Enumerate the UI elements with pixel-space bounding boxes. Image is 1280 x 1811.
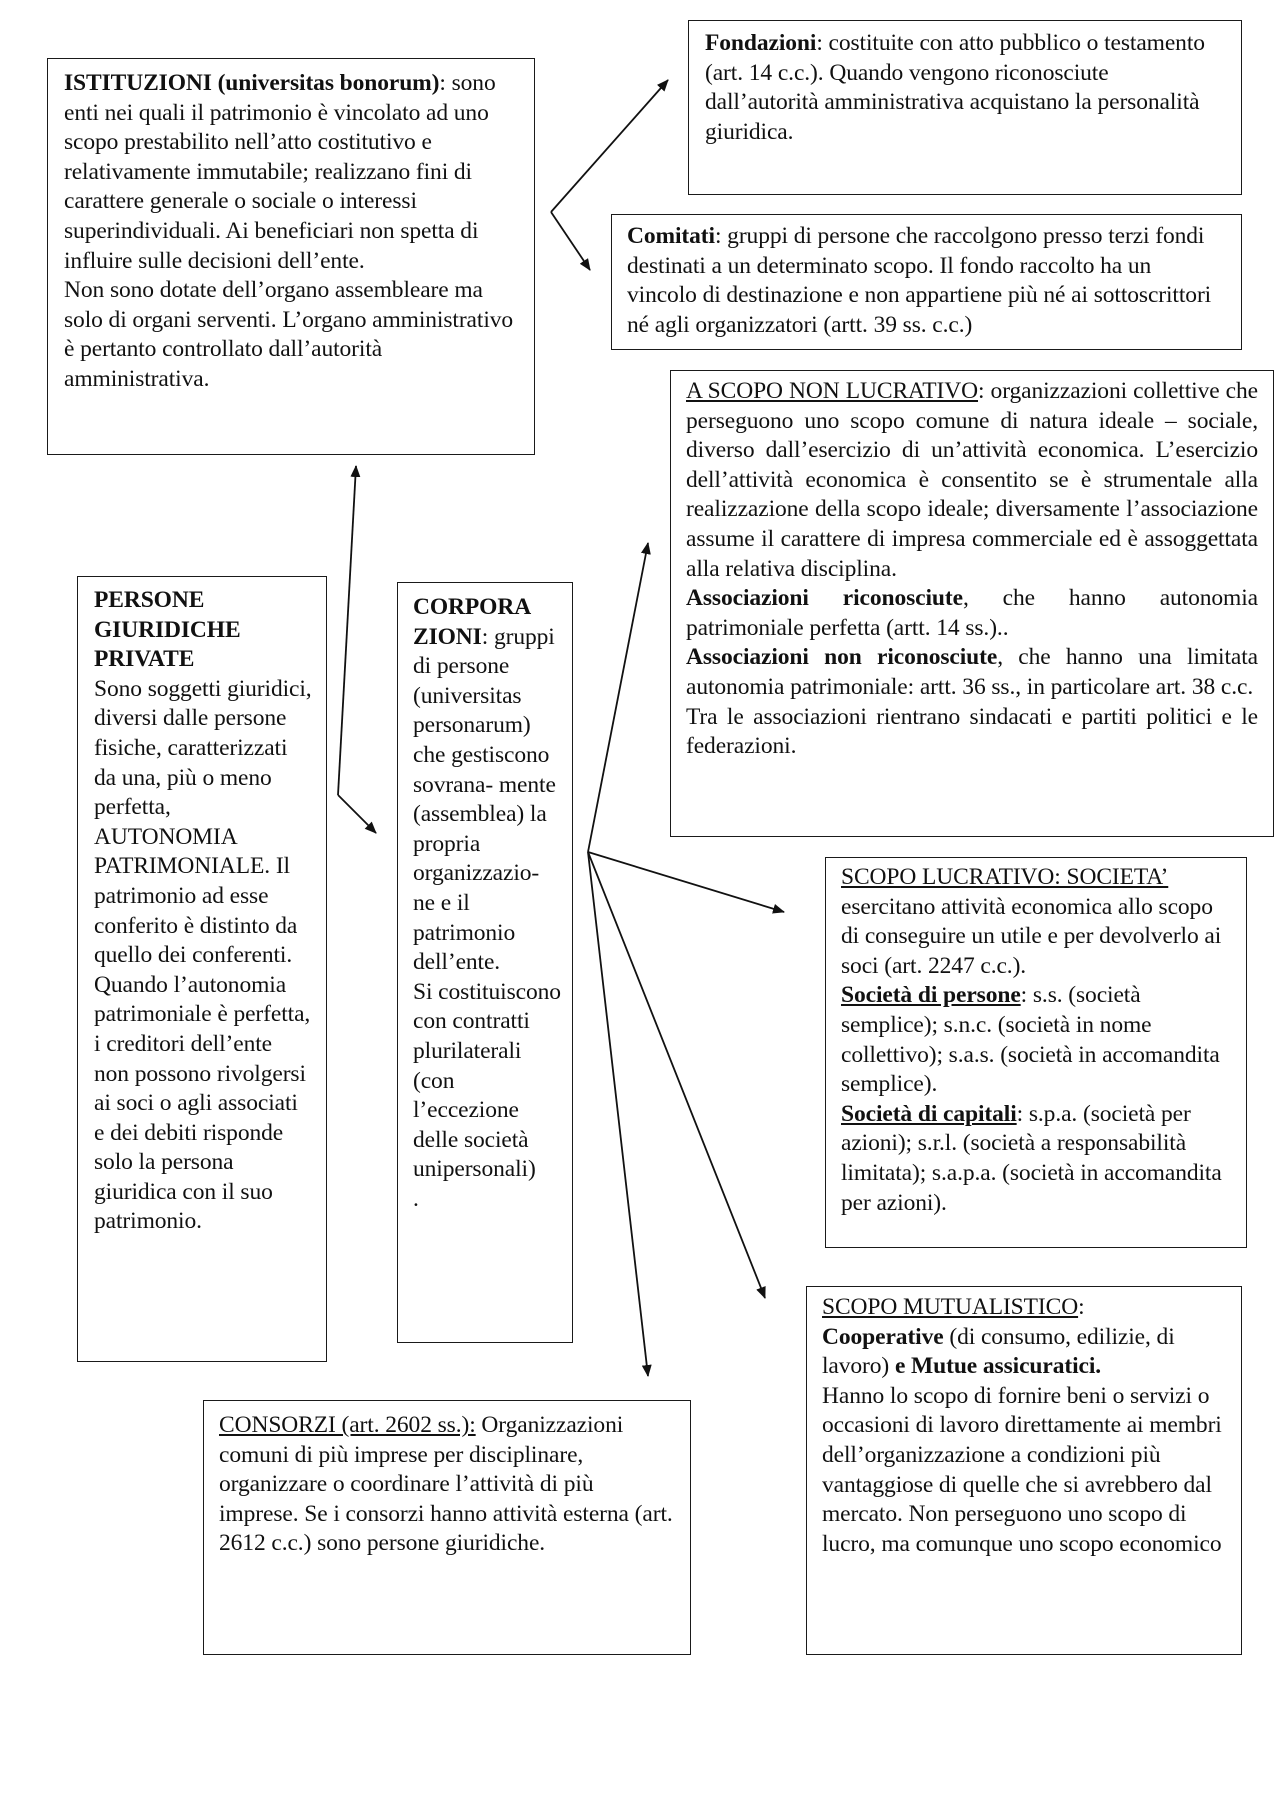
associazioni-riconosciute-title: Associazioni riconosciute <box>686 585 963 612</box>
arrow-to-corporazioni <box>338 795 376 833</box>
mutualistico-box <box>806 1286 1242 1655</box>
fondazioni-body: : costituite con atto pubblico o testamento (art. 14 c.c.). Quando vengono riconosciute dall’autorità amministrativa acquistano la personalità giuridica. <box>705 30 1205 145</box>
non-lucrativo-title: A SCOPO NON LUCRATIVO <box>686 378 979 404</box>
non-lucrativo-box <box>670 370 1274 837</box>
non-lucrativo-closing: Tra le associazioni rientrano sindacati e partiti politici e le federazioni. <box>686 703 1258 760</box>
istituzioni-body-2: Non sono dotate dell’organo assembleare ma solo di organi serventi. L’organo amministrativo è pertanto controllato dall’autorità amministrativa. <box>64 277 514 392</box>
arrow-to-comitati <box>551 212 590 270</box>
corporazioni-title: CORPORA ZIONI <box>413 594 530 650</box>
corporazioni-colon: : <box>481 623 489 650</box>
societa-persone-title: Società di persone <box>841 982 1021 1009</box>
corporazioni-box <box>397 582 573 1343</box>
comitati-body: : gruppi di persone che raccolgono presso terzi fondi destinati a un determinato scopo. Il fondo raccolto ha un vincolo di destinazione e non appartiene più né ai sottoscrittori né agli organizzatori (artt. 39 ss. c.c.) <box>627 223 1212 338</box>
associazioni-non-riconosciute-body: , che hanno una limitata autonomia patrimoniale: artt. 36 ss., in particolare art. 38 c.c. <box>686 644 1258 700</box>
istituzioni-body: sono enti nei quali il patrimonio è vincolato ad uno scopo prestabilito nell’atto costitutivo e relativamente immutabile; realizzano fini di carattere generale o sociale o interessi superindividuali. Ai beneficiari non spetta di influire sulle decisioni dell’ente. <box>64 70 496 274</box>
fondazioni-title: Fondazioni <box>705 30 817 56</box>
istituzioni-colon: : <box>439 70 446 96</box>
persone-giuridiche-box <box>77 576 327 1362</box>
arrow-to-non-lucrativo <box>588 543 648 852</box>
societa-body: esercitano attività economica allo scopo di conseguire un utile e per devolverlo ai soci (art. 2247 c.c.). <box>841 893 1222 979</box>
istituzioni-title: ISTITUZIONI (universitas bonorum) <box>64 70 440 96</box>
societa-box <box>825 857 1247 1248</box>
corporazioni-body: gruppi di persone (universitas personarum) che gestiscono sovrana- mente (assemblea) la propria organizzazio- ne e il patrimonio dell’ente. <box>413 623 556 976</box>
mutualistico-colon: : <box>1078 1294 1085 1320</box>
fondazioni-box <box>688 20 1242 195</box>
societa-capitali-title: Società di capitali <box>841 1100 1017 1127</box>
associazioni-non-riconosciute-title: Associazioni non riconosciute <box>686 644 998 671</box>
cooperative-title: Cooperative <box>822 1323 944 1350</box>
consorzi-body: Organizzazioni comuni di più imprese per disciplinare, organizzare o coordinare l’attività di più imprese. Se i consorzi hanno attività esterna (art. 2612 c.c.) sono persone giuridiche. <box>219 1412 673 1557</box>
consorzi-title: CONSORZI (art. 2602 ss.): <box>219 1412 476 1438</box>
arrow-to-fondazioni <box>551 80 668 212</box>
societa-title: SCOPO LUCRATIVO: SOCIETA’ <box>841 864 1169 890</box>
societa-persone-body: : s.s. (società semplice); s.n.c. (società in nome collettivo); s.a.s. (società in accomandita semplice). <box>841 982 1220 1098</box>
associazioni-riconosciute-body: , che hanno autonomia patrimoniale perfetta (artt. 14 ss.).. <box>686 585 1258 641</box>
comitati-title: Comitati <box>627 223 715 249</box>
non-lucrativo-body: : organizzazioni collettive che perseguono uno scopo comune di natura ideale – sociale, diverso dall’esercizio di un’attività economica. L’esercizio dell’attività economica è consentito se è strumentale alla realizzazione della scopo ideale; diversamente l’associazione assume il carattere di impresa commerciale ed è assoggettata alla relativa disciplina. <box>686 378 1258 582</box>
mutue-title: e Mutue assicuratici. <box>894 1353 1102 1380</box>
persone-giuridiche-title: PERSONE GIURIDICHE PRIVATE <box>94 587 241 673</box>
arrow-to-societa <box>588 852 784 912</box>
societa-capitali-body: : s.p.a. (società per azioni); s.r.l. (società a responsabilità limitata); s.a.p.a. (società in accomandita per azioni). <box>841 1100 1222 1216</box>
arrow-to-consorzi <box>588 852 648 1376</box>
arrow-to-mutualistico <box>588 852 765 1298</box>
persone-giuridiche-body: Sono soggetti giuridici, diversi dalle persone fisiche, caratterizzati da una, più o meno perfetta, AUTONOMIA PATRIMONIALE. Il patrimonio ad esse conferito è distinto da quello dei conferenti. Quando l’autonomia patrimoniale è perfetta, i creditori dell’ente non possono rivolgersi ai soci o agli associati e dei debiti risponde solo la persona giuridica con il suo patrimonio. <box>94 675 312 1235</box>
istituzioni-box <box>47 58 535 455</box>
mutualistico-body: Hanno lo scopo di fornire beni o servizi o occasioni di lavoro direttamente ai membri dell’organizzazione a condizioni più vantaggiose di quelle che si avrebbero dal mercato. Non perseguono uno scopo di lucro, ma comunque uno scopo economico <box>822 1382 1222 1557</box>
consorzi-box <box>203 1400 691 1655</box>
comitati-box <box>611 214 1242 350</box>
arrow-to-istituzioni <box>338 466 356 795</box>
cooperative-body: (di consumo, edilizie, di lavoro) <box>822 1323 1175 1380</box>
mutualistico-title: SCOPO MUTUALISTICO <box>822 1294 1079 1320</box>
corporazioni-body-2: Si costituiscono con contratti plurilaterali (con l’eccezione delle società unipersonali) <box>413 978 561 1183</box>
corporazioni-trailing-dot: . <box>413 1185 419 1212</box>
